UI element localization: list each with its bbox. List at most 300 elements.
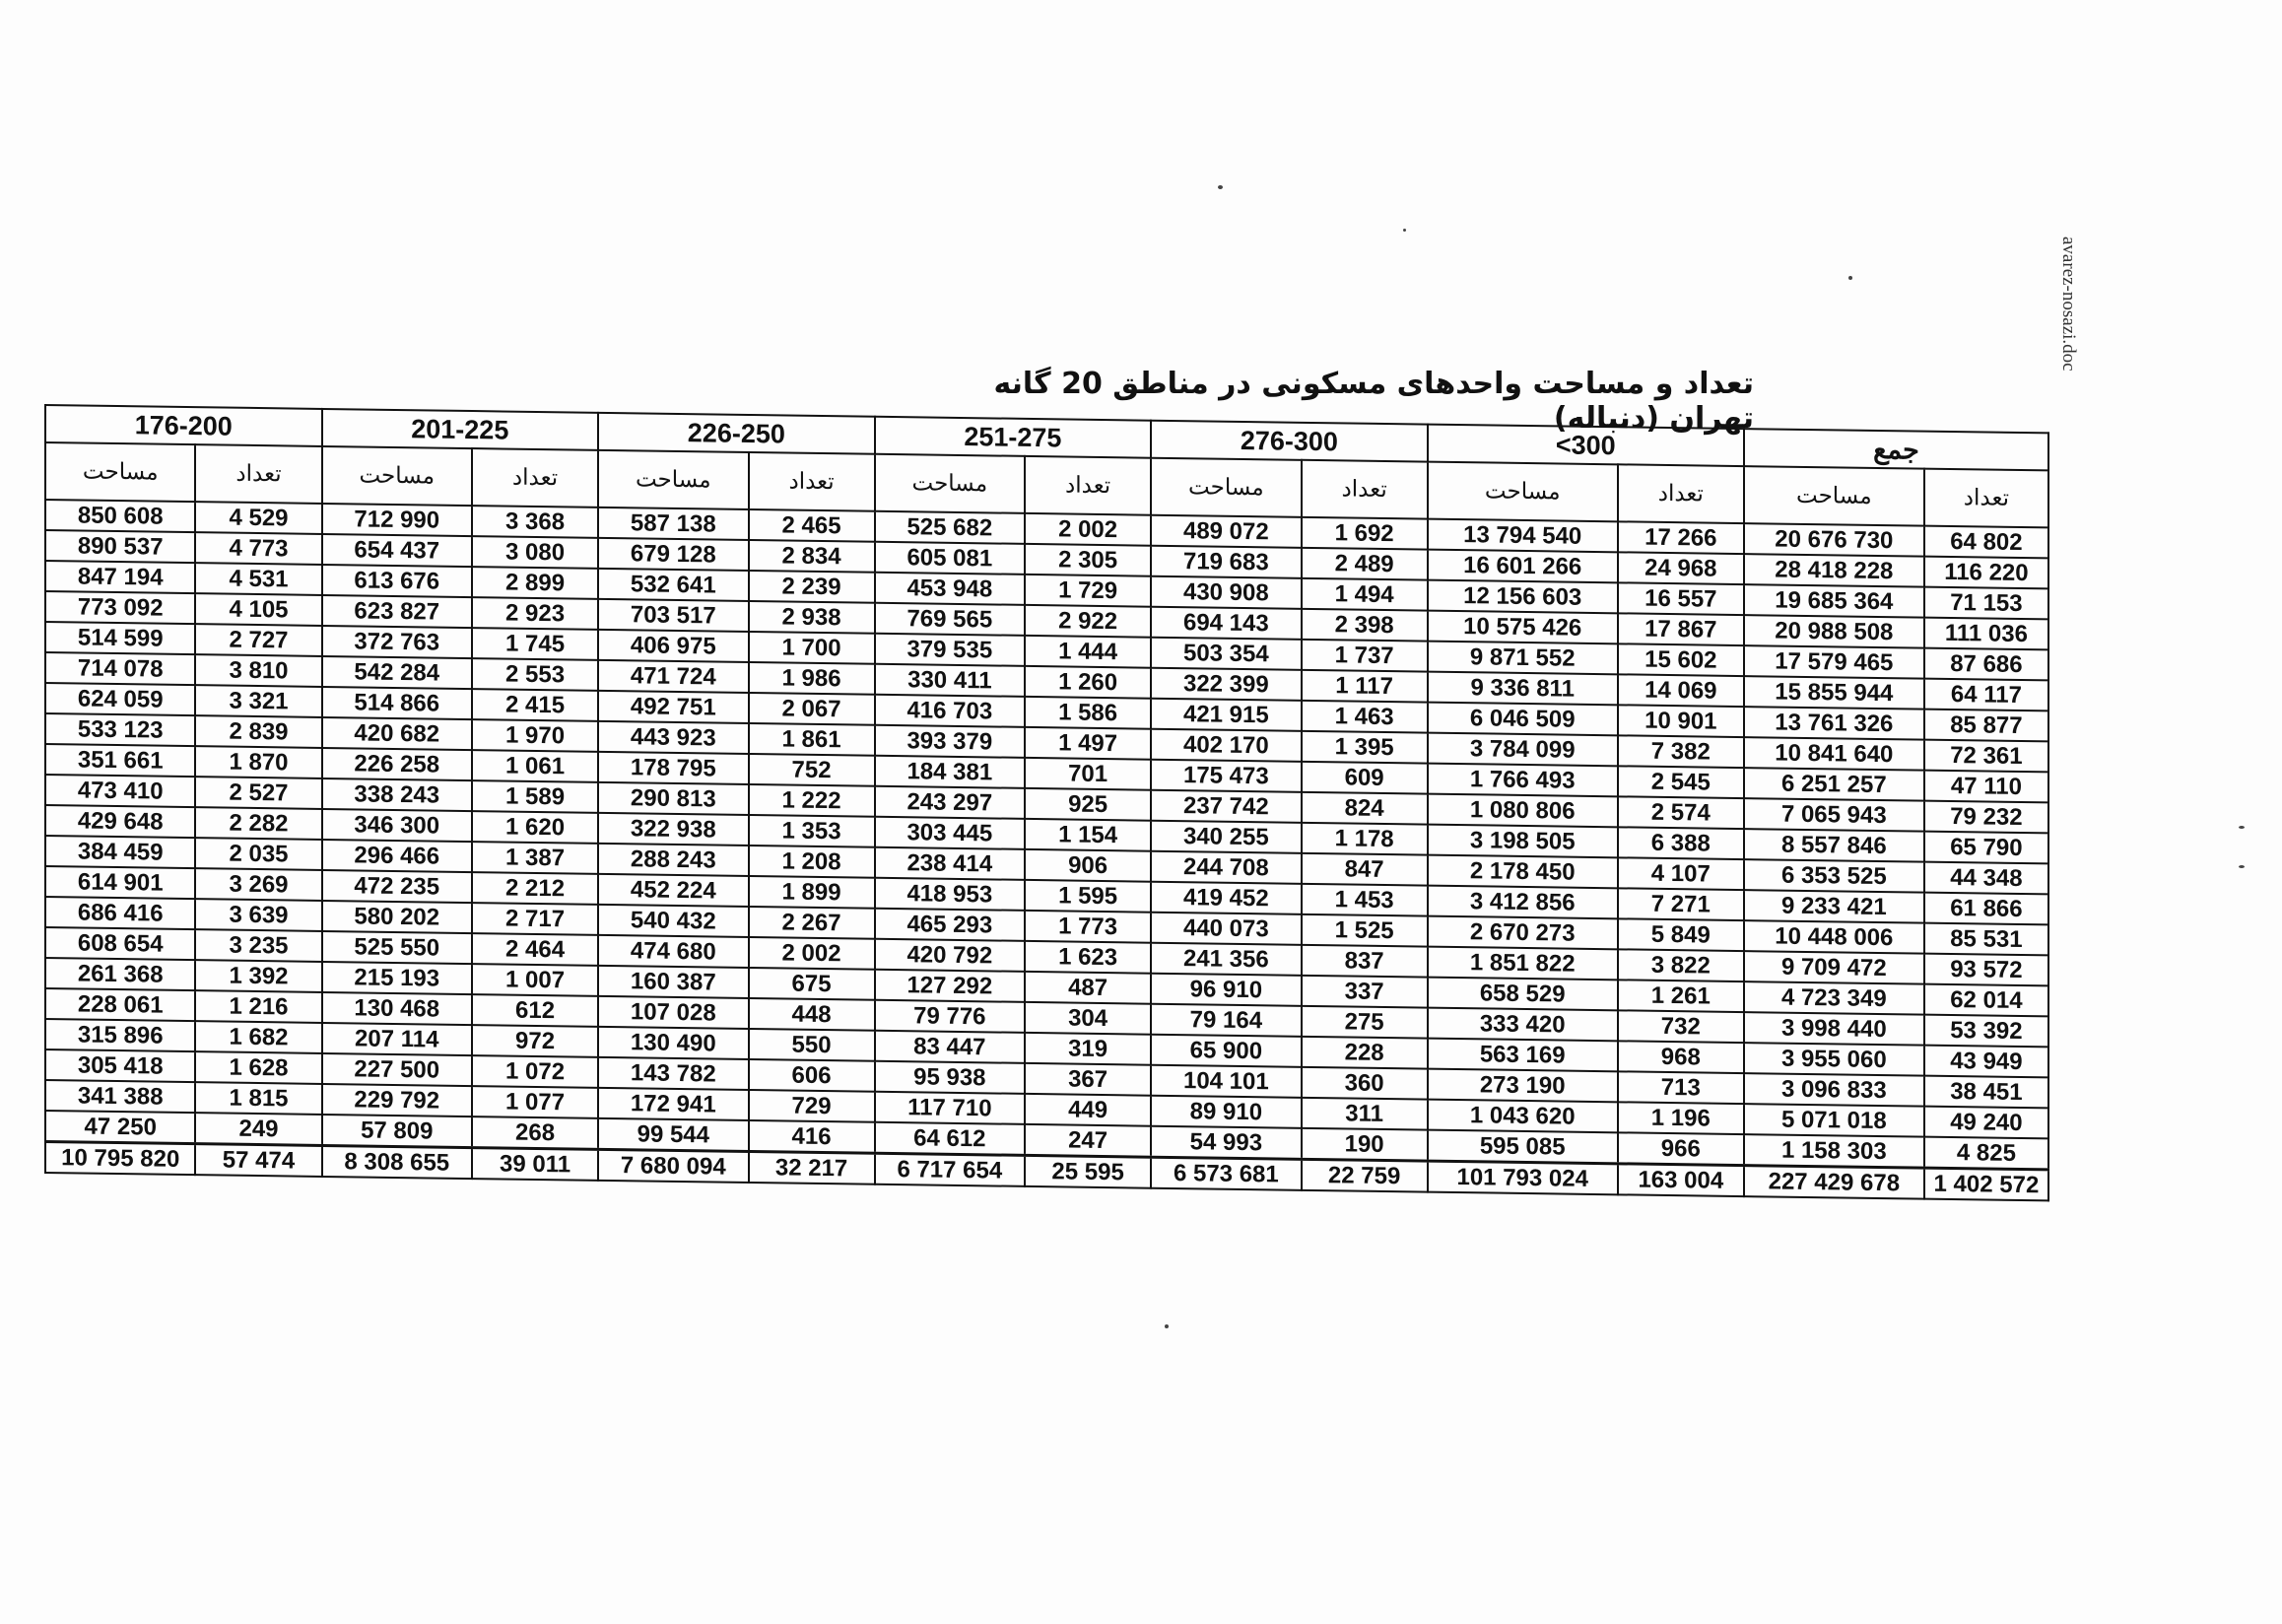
count-cell: 62 014 (1924, 984, 2048, 1017)
table-body (45, 500, 2048, 1200)
total-area-cell: 8 308 655 (322, 1145, 472, 1179)
total-count-cell: 1 402 572 (1924, 1168, 2048, 1200)
area-cell: 16 601 266 (1428, 550, 1618, 583)
area-cell: 241 356 (1151, 943, 1301, 976)
count-cell: 1 007 (472, 964, 598, 996)
area-cell: 614 901 (45, 866, 195, 899)
count-cell: 1 970 (472, 719, 598, 752)
count-cell: 1 395 (1302, 731, 1428, 764)
area-cell: 563 169 (1428, 1039, 1618, 1072)
scan-speck (1848, 276, 1852, 280)
count-cell: 1 072 (472, 1055, 598, 1088)
area-cell: 613 676 (322, 565, 472, 597)
count-cell: 729 (749, 1090, 875, 1122)
count-cell: 43 949 (1924, 1046, 2048, 1078)
area-cell: 418 953 (875, 878, 1025, 911)
area-cell: 79 776 (875, 1000, 1025, 1033)
area-cell: 4 723 349 (1744, 981, 1924, 1015)
area-cell: 402 170 (1151, 729, 1301, 762)
area-cell: 10 448 006 (1744, 920, 1924, 954)
count-cell: 2 002 (749, 937, 875, 970)
count-cell: 1 623 (1025, 941, 1151, 974)
count-cell: 1 453 (1302, 884, 1428, 916)
area-cell: 1 158 303 (1744, 1134, 1924, 1168)
area-column-header: مساحت (1428, 462, 1618, 522)
count-cell: 1 986 (749, 662, 875, 695)
area-cell: 769 565 (875, 603, 1025, 636)
count-cell: 4 529 (195, 502, 321, 534)
area-cell: 420 792 (875, 939, 1025, 972)
area-cell: 416 703 (875, 695, 1025, 727)
area-cell: 595 085 (1428, 1130, 1618, 1164)
count-cell: 85 877 (1924, 710, 2048, 742)
range-header: جمع (1744, 429, 2048, 470)
count-cell: 1 682 (195, 1021, 321, 1053)
total-count-cell: 39 011 (472, 1148, 598, 1181)
count-cell: 2 212 (472, 872, 598, 905)
area-column-header: مساحت (1151, 458, 1301, 517)
count-cell: 304 (1025, 1002, 1151, 1035)
area-cell: 9 233 421 (1744, 890, 1924, 923)
area-cell: 850 608 (45, 500, 195, 532)
area-cell: 2 670 273 (1428, 916, 1618, 950)
area-cell: 525 682 (875, 511, 1025, 544)
total-area-cell: 6 573 681 (1151, 1157, 1301, 1190)
count-cell: 6 388 (1618, 827, 1744, 859)
count-cell: 1 595 (1025, 880, 1151, 913)
count-cell: 311 (1302, 1098, 1428, 1130)
count-cell: 1 196 (1618, 1102, 1744, 1134)
area-cell: 244 708 (1151, 851, 1301, 884)
area-cell: 322 399 (1151, 668, 1301, 701)
area-cell: 714 078 (45, 652, 195, 685)
area-cell: 3 955 060 (1744, 1043, 1924, 1076)
area-cell: 658 529 (1428, 978, 1618, 1011)
area-cell: 453 948 (875, 573, 1025, 605)
area-cell: 10 841 640 (1744, 737, 1924, 771)
count-cell: 17 867 (1618, 613, 1744, 645)
count-cell: 966 (1618, 1132, 1744, 1165)
count-cell: 1 117 (1302, 670, 1428, 703)
count-cell: 1 870 (195, 746, 321, 778)
area-cell: 393 379 (875, 725, 1025, 758)
count-cell: 64 802 (1924, 526, 2048, 559)
area-cell: 172 941 (598, 1088, 748, 1120)
area-cell: 9 871 552 (1428, 642, 1618, 675)
count-cell: 1 353 (749, 815, 875, 847)
count-cell: 2 834 (749, 540, 875, 573)
count-cell: 247 (1025, 1124, 1151, 1157)
area-cell: 679 128 (598, 538, 748, 571)
document-filename: avarez-nosazi.doc (2058, 237, 2079, 372)
count-cell: 1 216 (195, 990, 321, 1023)
count-cell: 1 260 (1025, 666, 1151, 699)
area-cell: 773 092 (45, 591, 195, 624)
count-column-header: تعداد (1025, 456, 1151, 515)
area-cell: 5 071 018 (1744, 1104, 1924, 1137)
count-cell: 319 (1025, 1033, 1151, 1065)
count-cell: 2 002 (1025, 513, 1151, 546)
area-cell: 384 459 (45, 836, 195, 868)
count-cell: 2 717 (472, 903, 598, 935)
count-cell: 713 (1618, 1071, 1744, 1104)
count-cell: 47 110 (1924, 771, 2048, 803)
area-cell: 175 473 (1151, 760, 1301, 792)
total-count-cell: 163 004 (1618, 1164, 1744, 1196)
count-cell: 337 (1302, 976, 1428, 1008)
area-cell: 686 416 (45, 897, 195, 929)
count-cell: 4 105 (195, 593, 321, 626)
area-cell: 54 993 (1151, 1126, 1301, 1160)
total-count-cell: 57 474 (195, 1144, 321, 1177)
area-cell: 130 468 (322, 992, 472, 1025)
count-cell: 1 208 (749, 846, 875, 878)
area-cell: 19 685 364 (1744, 584, 1924, 618)
count-cell: 2 239 (749, 571, 875, 603)
area-cell: 107 028 (598, 996, 748, 1029)
count-cell: 3 810 (195, 654, 321, 687)
area-cell: 64 612 (875, 1122, 1025, 1156)
count-cell: 2 553 (472, 658, 598, 691)
range-header: <300 (1428, 425, 1744, 466)
area-cell: 471 724 (598, 660, 748, 693)
count-cell: 1 620 (472, 811, 598, 844)
count-cell: 837 (1302, 945, 1428, 978)
count-cell: 1 392 (195, 960, 321, 992)
count-cell: 2 727 (195, 624, 321, 656)
area-cell: 1 043 620 (1428, 1100, 1618, 1133)
count-cell: 2 305 (1025, 544, 1151, 576)
count-column-header: تعداد (195, 444, 321, 504)
count-cell: 249 (195, 1113, 321, 1145)
count-cell: 360 (1302, 1067, 1428, 1100)
count-cell: 972 (472, 1025, 598, 1057)
count-cell: 228 (1302, 1037, 1428, 1069)
area-cell: 3 784 099 (1428, 733, 1618, 767)
area-cell: 712 990 (322, 504, 472, 536)
area-column-header: مساحت (322, 446, 472, 506)
area-cell: 533 123 (45, 713, 195, 746)
area-cell: 143 782 (598, 1057, 748, 1090)
area-cell: 338 243 (322, 778, 472, 811)
count-cell: 275 (1302, 1006, 1428, 1039)
area-cell: 238 414 (875, 847, 1025, 880)
count-cell: 752 (749, 754, 875, 786)
area-cell: 290 813 (598, 782, 748, 815)
count-cell: 1 589 (472, 780, 598, 813)
area-cell: 15 855 944 (1744, 676, 1924, 710)
count-cell: 2 067 (749, 693, 875, 725)
count-cell: 1 061 (472, 750, 598, 782)
area-cell: 305 418 (45, 1049, 195, 1082)
count-cell: 15 602 (1618, 643, 1744, 676)
count-column-header: تعداد (1924, 469, 2048, 528)
area-cell: 452 224 (598, 874, 748, 907)
area-cell: 6 046 509 (1428, 703, 1618, 736)
area-cell: 351 661 (45, 744, 195, 777)
area-cell: 89 910 (1151, 1096, 1301, 1128)
count-cell: 1 861 (749, 723, 875, 756)
count-cell: 1 494 (1302, 578, 1428, 611)
total-area-cell: 10 795 820 (45, 1142, 195, 1176)
area-cell: 83 447 (875, 1031, 1025, 1063)
area-cell: 719 683 (1151, 546, 1301, 578)
count-cell: 85 531 (1924, 923, 2048, 956)
area-cell: 492 751 (598, 691, 748, 723)
count-cell: 2 922 (1025, 605, 1151, 638)
area-cell: 13 761 326 (1744, 707, 1924, 740)
area-cell: 47 250 (45, 1111, 195, 1144)
area-cell: 9 336 811 (1428, 672, 1618, 706)
area-cell: 532 641 (598, 569, 748, 601)
count-cell: 111 036 (1924, 618, 2048, 650)
housing-table-container (44, 404, 2049, 1201)
area-cell: 117 710 (875, 1092, 1025, 1124)
count-column-header: تعداد (1302, 460, 1428, 519)
area-cell: 503 354 (1151, 638, 1301, 670)
area-cell: 229 792 (322, 1084, 472, 1116)
housing-units-table (44, 404, 2049, 1201)
area-cell: 215 193 (322, 962, 472, 994)
area-cell: 6 353 525 (1744, 859, 1924, 893)
count-cell: 1 815 (195, 1082, 321, 1115)
area-cell: 99 544 (598, 1118, 748, 1152)
area-cell: 703 517 (598, 599, 748, 632)
count-cell: 701 (1025, 758, 1151, 790)
area-cell: 243 297 (875, 786, 1025, 819)
count-cell: 1 737 (1302, 640, 1428, 672)
count-cell: 7 271 (1618, 888, 1744, 920)
area-cell: 420 682 (322, 717, 472, 750)
count-cell: 550 (749, 1029, 875, 1061)
area-cell: 430 908 (1151, 576, 1301, 609)
count-cell: 2 398 (1302, 609, 1428, 642)
count-cell: 1 444 (1025, 636, 1151, 668)
count-cell: 4 107 (1618, 857, 1744, 890)
area-cell: 12 156 603 (1428, 580, 1618, 614)
count-cell: 2 938 (749, 601, 875, 634)
count-column-header: تعداد (1618, 464, 1744, 523)
table-title: تعداد و مساحت واحدهای مسکونی در مناطق 20 گانه تهران (دنباله) (993, 367, 1754, 436)
count-cell: 2 035 (195, 838, 321, 870)
count-cell: 1 387 (472, 842, 598, 874)
count-cell: 3 639 (195, 899, 321, 931)
count-cell: 2 465 (749, 509, 875, 542)
count-cell: 10 901 (1618, 705, 1744, 737)
area-cell: 2 178 450 (1428, 855, 1618, 889)
count-cell: 2 574 (1618, 796, 1744, 829)
area-cell: 130 490 (598, 1027, 748, 1059)
area-cell: 3 412 856 (1428, 886, 1618, 919)
count-cell: 609 (1302, 762, 1428, 794)
area-cell: 8 557 846 (1744, 829, 1924, 862)
count-column-header: تعداد (749, 452, 875, 511)
range-header: 201-225 (322, 409, 599, 450)
area-cell: 17 579 465 (1744, 645, 1924, 679)
area-cell: 296 466 (322, 840, 472, 872)
count-cell: 3 235 (195, 929, 321, 962)
area-cell: 514 599 (45, 622, 195, 654)
total-area-cell: 227 429 678 (1744, 1166, 1924, 1199)
range-header: 251-275 (875, 417, 1152, 458)
count-cell: 2 415 (472, 689, 598, 721)
area-cell: 514 866 (322, 687, 472, 719)
count-cell: 1 745 (472, 628, 598, 660)
count-cell: 53 392 (1924, 1015, 2048, 1048)
count-cell: 1 222 (749, 784, 875, 817)
count-cell: 2 267 (749, 907, 875, 939)
area-cell: 273 190 (1428, 1069, 1618, 1103)
area-cell: 623 827 (322, 595, 472, 628)
area-column-header: مساحت (1744, 466, 1924, 526)
area-cell: 10 575 426 (1428, 611, 1618, 644)
area-cell: 57 809 (322, 1115, 472, 1148)
area-cell: 6 251 257 (1744, 768, 1924, 801)
area-cell: 9 709 472 (1744, 951, 1924, 984)
area-cell: 227 500 (322, 1053, 472, 1086)
area-cell: 96 910 (1151, 974, 1301, 1006)
area-cell: 160 387 (598, 966, 748, 998)
count-cell: 4 773 (195, 532, 321, 565)
count-cell: 64 117 (1924, 679, 2048, 711)
count-cell: 448 (749, 998, 875, 1031)
area-cell: 847 194 (45, 561, 195, 593)
total-count-cell: 25 595 (1025, 1155, 1151, 1187)
count-cell: 116 220 (1924, 557, 2048, 589)
count-cell: 367 (1025, 1063, 1151, 1096)
count-cell: 675 (749, 968, 875, 1000)
area-cell: 489 072 (1151, 515, 1301, 548)
area-cell: 3 096 833 (1744, 1073, 1924, 1107)
total-area-cell: 7 680 094 (598, 1149, 748, 1183)
area-cell: 178 795 (598, 752, 748, 784)
count-cell: 2 839 (195, 715, 321, 748)
area-cell: 127 292 (875, 970, 1025, 1002)
area-cell: 542 284 (322, 656, 472, 689)
count-cell: 61 866 (1924, 893, 2048, 925)
count-cell: 1 077 (472, 1086, 598, 1118)
count-cell: 2 282 (195, 807, 321, 840)
scan-speck (1403, 229, 1406, 232)
area-cell: 587 138 (598, 508, 748, 540)
area-cell: 3 198 505 (1428, 825, 1618, 858)
area-cell: 346 300 (322, 809, 472, 842)
count-cell: 606 (749, 1059, 875, 1092)
count-cell: 1 700 (749, 632, 875, 664)
area-cell: 605 081 (875, 542, 1025, 575)
area-cell: 472 235 (322, 870, 472, 903)
area-cell: 1 766 493 (1428, 764, 1618, 797)
area-cell: 473 410 (45, 775, 195, 807)
count-cell: 1 154 (1025, 819, 1151, 851)
count-cell: 190 (1302, 1128, 1428, 1161)
count-cell: 847 (1302, 853, 1428, 886)
count-cell: 1 899 (749, 876, 875, 909)
area-cell: 79 164 (1151, 1004, 1301, 1037)
range-header: 176-200 (45, 405, 322, 446)
count-cell: 1 497 (1025, 727, 1151, 760)
count-cell: 3 368 (472, 506, 598, 538)
area-cell: 20 676 730 (1744, 523, 1924, 557)
area-cell: 465 293 (875, 909, 1025, 941)
count-cell: 79 232 (1924, 801, 2048, 834)
area-cell: 624 059 (45, 683, 195, 715)
count-cell: 2 464 (472, 933, 598, 966)
area-cell: 333 420 (1428, 1008, 1618, 1042)
area-cell: 261 368 (45, 958, 195, 990)
count-cell: 44 348 (1924, 862, 2048, 895)
area-cell: 443 923 (598, 721, 748, 754)
total-area-cell: 6 717 654 (875, 1153, 1025, 1186)
area-cell: 315 896 (45, 1019, 195, 1051)
count-cell: 1 586 (1025, 697, 1151, 729)
area-cell: 421 915 (1151, 699, 1301, 731)
count-cell: 487 (1025, 972, 1151, 1004)
area-cell: 288 243 (598, 844, 748, 876)
area-cell: 20 988 508 (1744, 615, 1924, 648)
range-header: 276-300 (1151, 421, 1428, 462)
scan-speck (2239, 826, 2245, 829)
area-cell: 228 061 (45, 988, 195, 1021)
count-cell: 2 923 (472, 597, 598, 630)
count-cell: 449 (1025, 1094, 1151, 1126)
area-cell: 525 550 (322, 931, 472, 964)
count-cell: 925 (1025, 788, 1151, 821)
count-cell: 1 692 (1302, 517, 1428, 550)
count-cell: 3 080 (472, 536, 598, 569)
count-cell: 968 (1618, 1041, 1744, 1073)
count-cell: 4 531 (195, 563, 321, 595)
scan-speck (1218, 185, 1223, 189)
area-cell: 406 975 (598, 630, 748, 662)
count-cell: 3 269 (195, 868, 321, 901)
range-header: 226-250 (598, 413, 875, 454)
count-cell: 1 178 (1302, 823, 1428, 855)
area-cell: 104 101 (1151, 1065, 1301, 1098)
area-cell: 237 742 (1151, 790, 1301, 823)
area-cell: 1 851 822 (1428, 947, 1618, 981)
count-cell: 1 525 (1302, 914, 1428, 947)
count-cell: 87 686 (1924, 648, 2048, 681)
count-cell: 5 849 (1618, 918, 1744, 951)
count-column-header: تعداد (472, 448, 598, 508)
area-cell: 7 065 943 (1744, 798, 1924, 832)
scan-speck (2239, 865, 2245, 868)
count-cell: 906 (1025, 849, 1151, 882)
area-cell: 654 437 (322, 534, 472, 567)
count-cell: 24 968 (1618, 552, 1744, 584)
count-cell: 93 572 (1924, 954, 2048, 986)
count-cell: 268 (472, 1116, 598, 1149)
area-cell: 340 255 (1151, 821, 1301, 853)
area-column-header: مساحت (598, 450, 748, 509)
count-cell: 7 382 (1618, 735, 1744, 768)
area-cell: 419 452 (1151, 882, 1301, 914)
area-cell: 184 381 (875, 756, 1025, 788)
count-cell: 2 545 (1618, 766, 1744, 798)
area-cell: 3 998 440 (1744, 1012, 1924, 1046)
count-cell: 2 899 (472, 567, 598, 599)
count-cell: 2 527 (195, 777, 321, 809)
count-cell: 416 (749, 1120, 875, 1153)
count-cell: 2 489 (1302, 548, 1428, 580)
area-cell: 372 763 (322, 626, 472, 658)
area-column-header: مساحت (875, 454, 1025, 513)
area-cell: 226 258 (322, 748, 472, 780)
count-cell: 612 (472, 994, 598, 1027)
count-cell: 1 463 (1302, 701, 1428, 733)
area-cell: 379 535 (875, 634, 1025, 666)
